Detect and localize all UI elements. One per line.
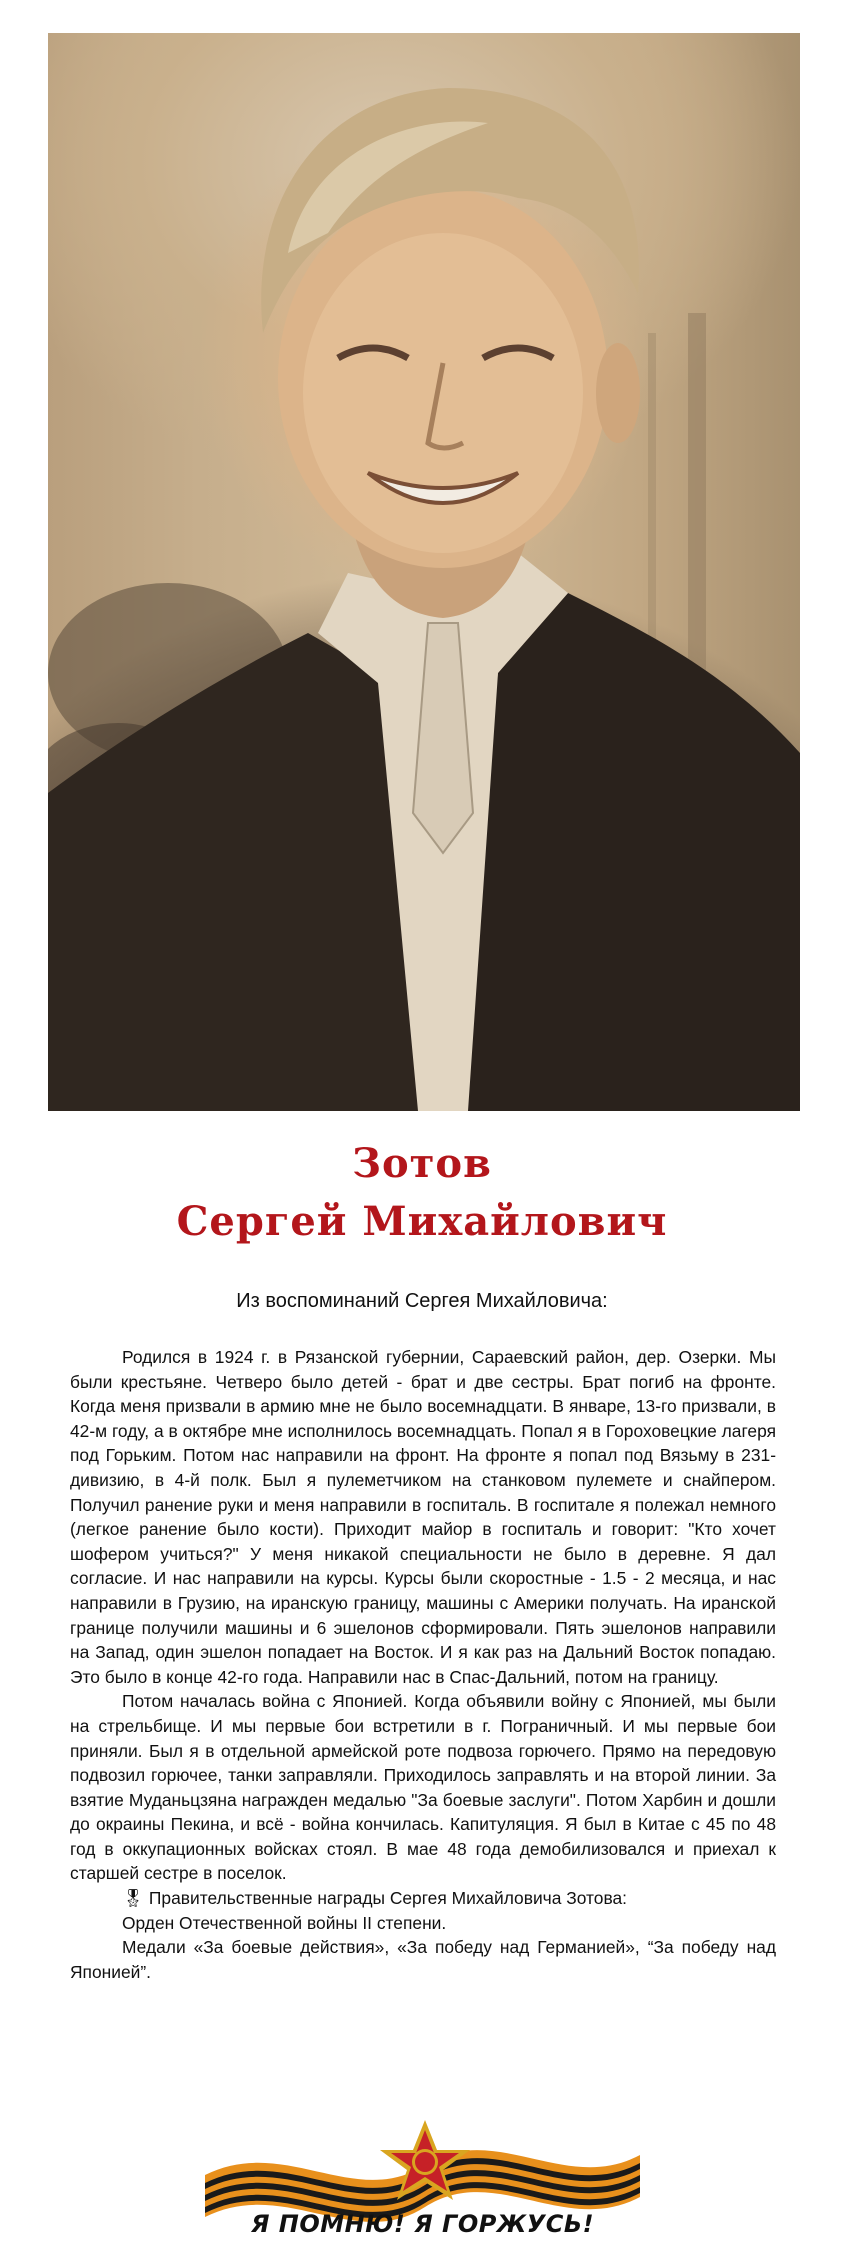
awards-medals: Медали «За боевые действия», «За победу над Германией», “За победу над Японией”. (70, 1937, 776, 1982)
awards-order: Орден Отечественной войны II степени. (122, 1912, 447, 1933)
portrait-illustration (48, 33, 800, 1111)
portrait-photo (48, 33, 800, 1111)
awards-heading: 🎖 Правительственные награды Сергея Михайловича Зотова: (122, 1888, 628, 1909)
memoir-paragraph: Родился в 1924 г. в Рязанской губернии, Сараевский район, дер. Озерки. Мы были крестьяне. Четверо было детей - брат и две сестры. Брат погиб на фронте. Когда меня призвали в армию мне не было восемнадцати. В январе, 13-го призвали, в 42-м году, а в октябре мне исполнилось восемнадцать. Попал я в Гороховецкие лагеря под Горьким. Потом нас направили на фронт. На фронте я попал под Вязьму в 231-дивизию, в 4-й полк. Был я пулеметчиком на станковом пулемете и снайпером. Получил ранение руки и меня направили в госпиталь. В госпитале я полежал немного (легкое ранение было кости). Приходит майор в госпиталь и говорит: "Кто хочет шофером учиться?" У меня никакой специальности не было в деревне. Я дал согласие. И нас направили на курсы. Курсы были скоростные - 1.5 - 2 месяца, и нас направили в Грузию, на иранскую границу, машины с Америки получать. На иранской границе получили машины и 6 эшелонов сформировали. Пять эшелонов направили на Запад, один эшелон попадает на Восток. И я как раз на Дальний Восток попадаю. Это было в конце 42-го года. Направили нас в Спас-Дальний, потом на границу. (70, 1347, 776, 1687)
medal-icon: 🎖 (122, 1888, 145, 1909)
memoir-text (70, 1345, 776, 1984)
memoir-heading: Из воспоминаний Сергея Михайловича: (236, 1290, 608, 1312)
memoir-paragraph: Потом началась война с Японией. Когда объявили войну с Японией, мы были на стрельбище. И мы первые бои встретили в г. Пограничный. И мы первые бои приняли. Был я в отдельной армейской роте подвоза горючего. Прямо на передовую подвозил горючее, танки заправляли. Приходилось заправлять и на второй линии. За взятие Муданьцзяна награжден медалью "За боевые заслуги". Потом Харбин и дошли до окраины Пекина, и всё - война кончилась. Капитуляция. Я был в Китае с 45 по 48 год в оккупационных войсках стоял. В мае 48 года демобилизовался и приехал к старшей сестре в поселок. (70, 1691, 776, 1884)
person-surname: Зотов (352, 1140, 492, 1187)
person-name-patronymic: Сергей Михайлович (176, 1198, 668, 1245)
slogan: Я ПОМНЮ! Я ГОРЖУСЬ! (250, 2210, 595, 2238)
